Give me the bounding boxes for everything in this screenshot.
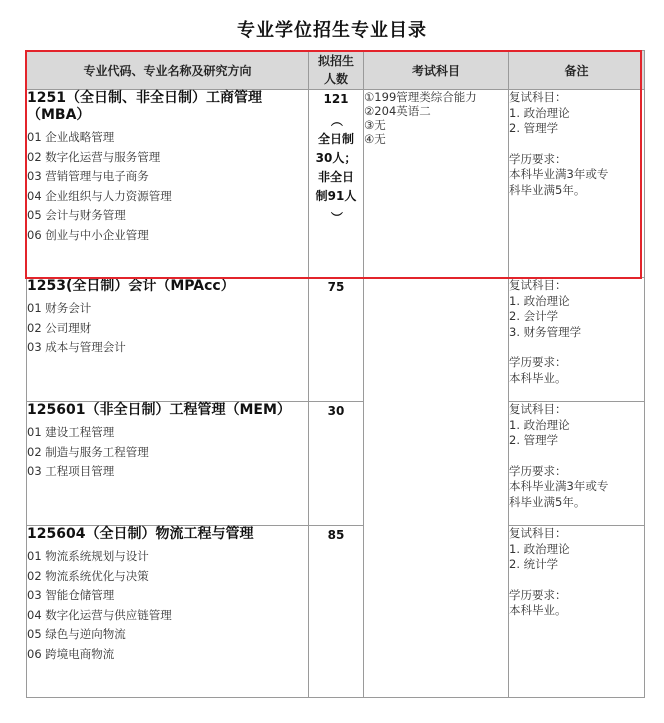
retest-label: 复试科目： [509,526,567,540]
direction-item: 01 财务会计 [27,301,92,315]
retest-item: 1. 政治理论 [509,417,570,432]
quota-value: 全日制 [317,132,354,146]
direction-item: 02 制造与服务工程管理 [27,444,149,459]
quota-value: （ [329,114,344,127]
direction-item: 04 企业组织与人力资源管理 [27,188,172,203]
major-cell [27,90,309,278]
retest-item: 1. 政治理论 [509,541,570,556]
quota-cell [309,402,364,526]
major-title: 1253(全日制）会计（MPAcc） [27,278,235,294]
major-cell [27,526,309,698]
retest-label: 复试科目： [509,278,567,292]
direction-item: 02 物流系统优化与决策 [27,568,149,583]
quota-value: 制91人 [315,189,357,203]
direction-item: 03 成本与管理会计 [27,340,126,354]
edu-requirement: 科毕业满5年。 [509,182,586,197]
quota-value: 85 [327,528,345,542]
header-notes: 备注 [509,51,645,90]
direction-item: 03 工程项目管理 [27,464,115,478]
direction-item: 03 营销管理与电子商务 [27,169,149,183]
major-cell [27,278,309,402]
retest-item: 2. 管理学 [509,433,559,447]
exam-subject: ②204英语二 [364,104,431,118]
header-major: 专业代码、专业名称及研究方向 [27,51,309,90]
exam-subject: ①199管理类综合能力 [364,90,477,104]
edu-label: 学历要求： [509,587,567,602]
header-quota [309,51,364,90]
direction-item: 02 数字化运营与服务管理 [27,149,161,164]
major-title: 125604（全日制）物流工程与管理 [27,526,254,542]
direction-item: 02 公司理财 [27,320,92,335]
quota-value: 非全日 [317,170,354,184]
header-row [27,51,645,90]
edu-requirement: 本科毕业满3年或专 [509,167,609,181]
table-row [27,278,645,402]
edu-requirement: 本科毕业满3年或专 [509,479,609,493]
retest-item: 3. 财务管理学 [509,324,582,339]
edu-requirement: 本科毕业。 [509,603,567,617]
direction-item: 03 智能仓储管理 [27,588,115,602]
retest-item: 2. 管理学 [509,121,559,135]
notes-cell [509,278,645,402]
table-row [27,526,645,698]
retest-label: 复试科目： [509,402,567,416]
direction-item: 04 数字化运营与供应链管理 [27,607,172,622]
notes-cell [509,90,645,278]
catalog-table [26,50,645,698]
major-title: 125601（非全日制）工程管理（MEM） [27,402,291,418]
major-title: 1251（全日制、非全日制）工商管理（MBA） [27,90,262,123]
direction-item: 06 创业与中小企业管理 [27,227,149,242]
retest-label: 复试科目： [509,90,567,104]
notes-cell [509,526,645,698]
edu-label: 学历要求： [509,355,567,369]
edu-requirement: 本科毕业。 [509,370,567,385]
retest-item: 1. 政治理论 [509,105,570,120]
exam-subject: ④无 [364,132,386,146]
quota-value: ） [329,211,344,224]
notes-cell [509,402,645,526]
quota-value: 30 [327,404,345,418]
quota-value: 30人； [315,151,357,165]
direction-item: 06 跨境电商物流 [27,646,115,661]
direction-item: 01 企业战略管理 [27,130,115,144]
retest-item: 2. 统计学 [509,557,559,571]
direction-item: 01 物流系统规划与设计 [27,549,149,563]
direction-item: 01 建设工程管理 [27,425,115,439]
header-quota-text: 拟招生人数 [318,54,355,86]
table-row [27,90,645,278]
retest-item: 2. 会计学 [509,309,559,323]
major-cell [27,402,309,526]
table-row [27,402,645,526]
direction-item: 05 绿色与逆向物流 [27,627,126,641]
exam-cell [364,278,509,698]
exam-subject: ③无 [364,118,386,132]
exam-cell [364,90,509,278]
edu-label: 学历要求： [509,463,567,478]
quota-cell [309,526,364,698]
quota-cell [309,278,364,402]
edu-requirement: 科毕业满5年。 [509,494,586,509]
retest-item: 1. 政治理论 [509,293,570,308]
edu-label: 学历要求： [509,151,567,166]
direction-item: 05 会计与财务管理 [27,208,126,222]
page-title: 专业学位招生专业目录 [237,20,427,41]
header-exam: 考试科目 [364,51,509,90]
quota-cell [309,90,364,278]
quota-value: 121 [323,92,349,106]
quota-value: 75 [327,280,345,294]
